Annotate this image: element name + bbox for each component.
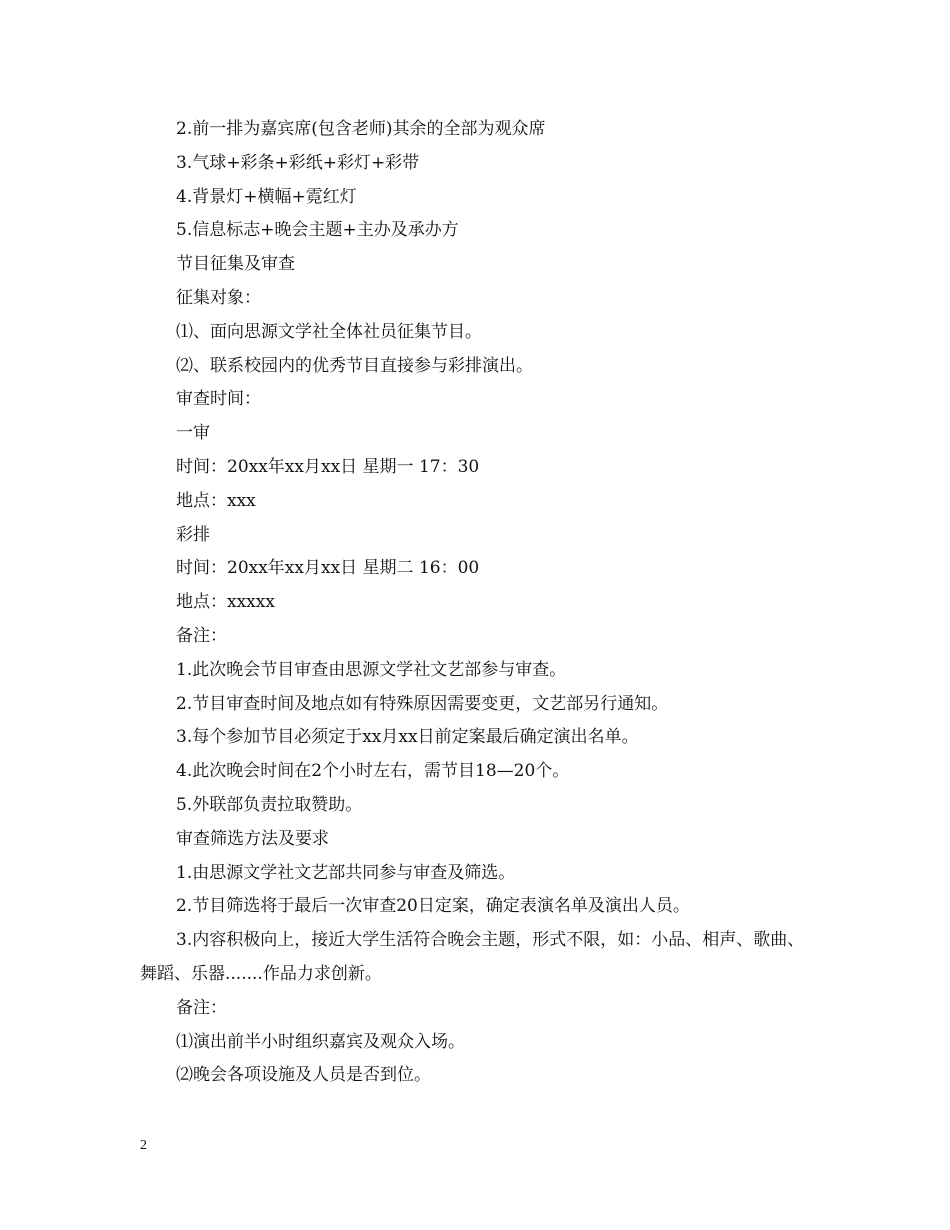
document-body [140, 113, 812, 1093]
text-line: 4.此次晚会时间在2个小时左右，需节目18—20个。 [176, 761, 570, 782]
text-line: 2.节目审查时间及地点如有特殊原因需要变更，文艺部另行通知。 [176, 693, 669, 714]
wrapped-paragraph: 3.内容积极向上，接近大学生活符合晚会主题，形式不限，如：小品、相声、歌曲、舞蹈、乐器.......作品力求创新。 [140, 930, 805, 984]
section-heading: 节目征集及审查 [176, 254, 295, 275]
text-line: ⑵、联系校园内的优秀节目直接参与彩排演出。 [176, 355, 533, 376]
text-line: 备注： [176, 625, 227, 646]
text-line: 地点：xxxxx [176, 592, 275, 613]
text-line: 彩排 [176, 524, 210, 545]
text-line: 备注： [176, 997, 227, 1018]
text-line: 2.前一排为嘉宾席(包含老师)其余的全部为观众席 [176, 119, 546, 139]
text-line: 地点：xxx [176, 490, 256, 511]
text-line: 5.外联部负责拉取赞助。 [176, 794, 363, 815]
text-line: ⑴演出前半小时组织嘉宾及观众入场。 [176, 1031, 465, 1052]
page-number: 2 [140, 1138, 147, 1153]
text-line: ⑴、面向思源文学社全体社员征集节目。 [176, 321, 482, 342]
text-line: 1.由思源文学社文艺部共同参与审查及筛选。 [176, 862, 516, 883]
text-line: 征集对象： [176, 287, 261, 308]
text-line: 审查时间： [176, 389, 261, 410]
text-line: 时间：20xx年xx月xx日 星期二 16：00 [176, 558, 480, 579]
text-line: ⑵晚会各项设施及人员是否到位。 [176, 1065, 431, 1086]
text-line: 4.背景灯+横幅+霓红灯 [176, 186, 357, 207]
text-line: 3.气球+彩条+彩纸+彩灯+彩带 [176, 152, 420, 173]
section-heading: 审查筛选方法及要求 [176, 828, 329, 849]
text-line: 3.每个参加节目必须定于xx月xx日前定案最后确定演出名单。 [176, 727, 639, 748]
text-line: 5.信息标志+晚会主题+主办及承办方 [176, 220, 459, 241]
text-line: 2.节目筛选将于最后一次审查20日定案，确定表演名单及演出人员。 [176, 896, 690, 917]
text-line: 时间：20xx年xx月xx日 星期一 17：30 [176, 456, 480, 477]
text-line: 1.此次晚会节目审查由思源文学社文艺部参与审查。 [176, 659, 567, 680]
text-line: 一审 [176, 423, 210, 444]
